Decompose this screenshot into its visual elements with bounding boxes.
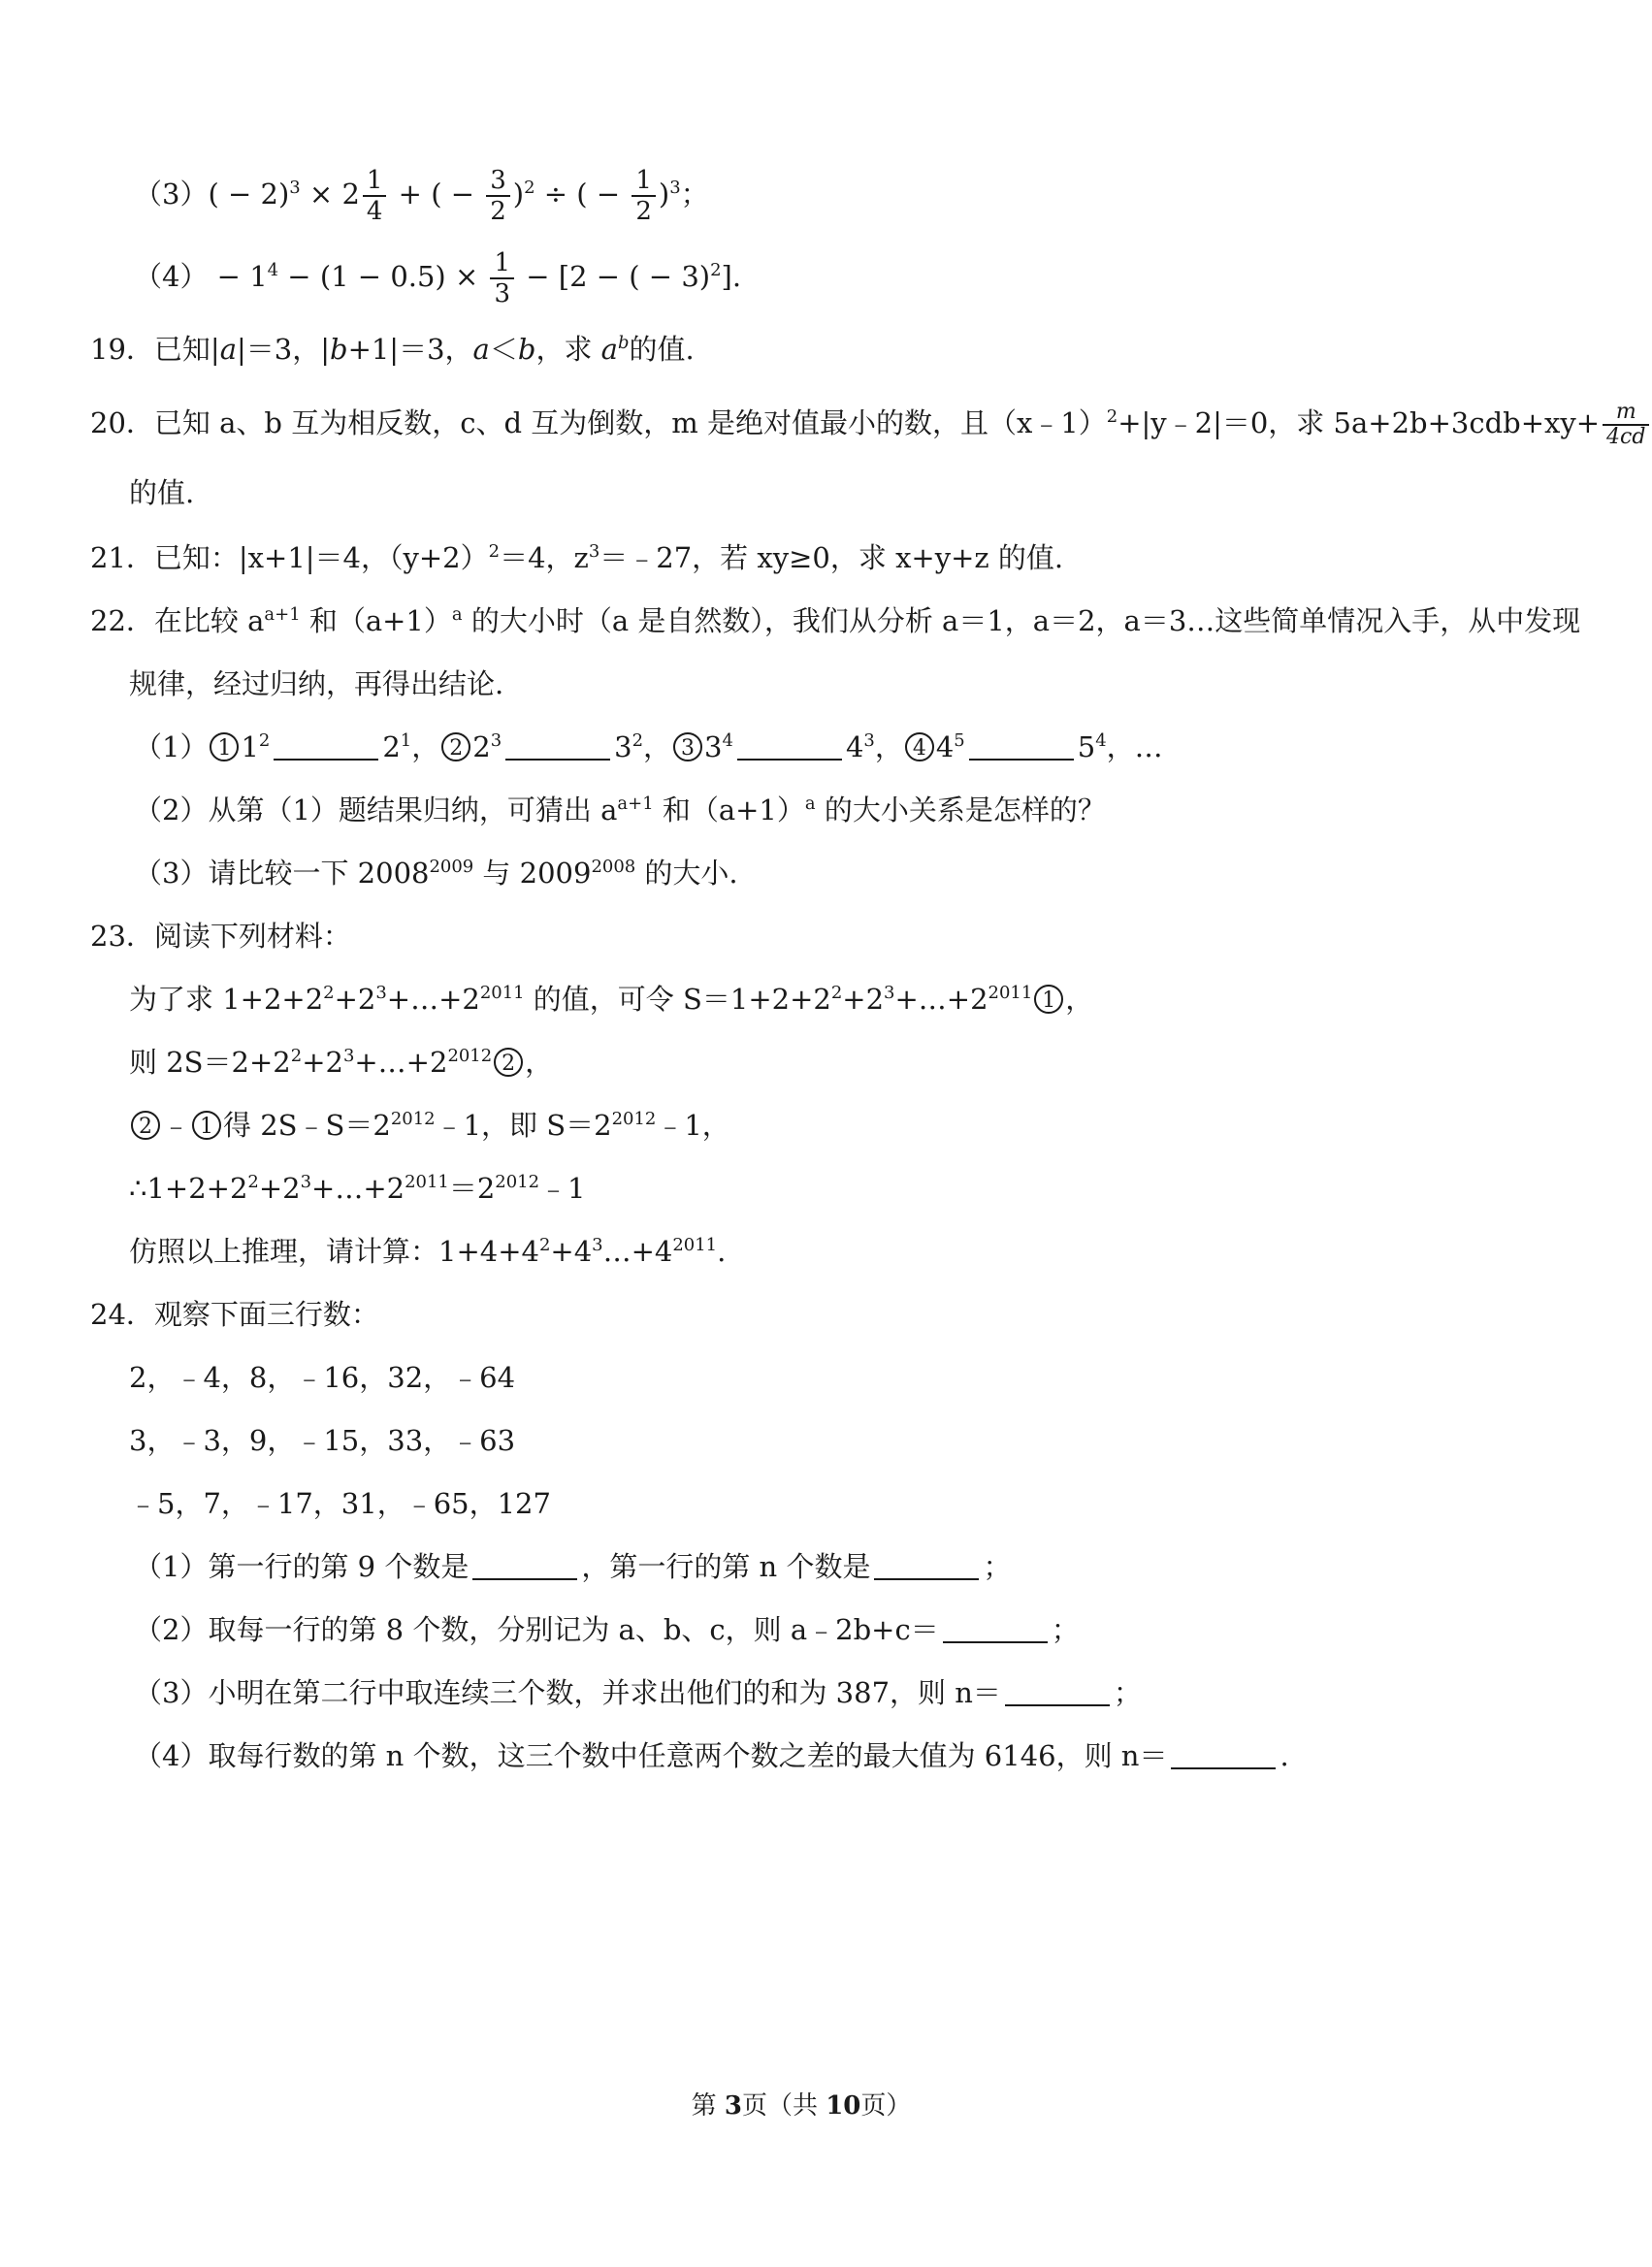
question-22: 22．在比较 $a^{a+1}$ 和$(a+1)^a$ 的大小时（a 是自然数），我们从分析 a＝1，a＝2，a＝3…这些简单情况入手，从中发现 [90, 603, 1581, 637]
answer-blank[interactable] [737, 729, 842, 761]
circled-number: 2 [131, 1111, 160, 1140]
answer-blank[interactable] [969, 729, 1074, 761]
circled-number: 4 [905, 732, 934, 761]
question-24-row1: 2，﹣4，8，﹣16，32，﹣64 [129, 1361, 516, 1394]
question-22-part2: （2）从第（1）题结果归纳，可猜出 $a^{a+1}$ 和$(a+1)^a$ 的大小关系是怎样的？ [134, 793, 1106, 826]
question-22-part3: （3）请比较一下 $2008^{2009}$ 与 $2009^{2008}$ 的大小. [134, 856, 738, 890]
question-24-row2: 3，﹣3，9，﹣15，33，﹣63 [129, 1424, 516, 1457]
answer-blank[interactable] [274, 729, 378, 761]
fraction: $\frac{1}{4}$ [363, 166, 387, 226]
question-23-line5: 仿照以上推理，请计算：$1+4+4^2+4^3\dots+4^{2011}$. [129, 1234, 727, 1268]
answer-blank[interactable] [1005, 1675, 1110, 1706]
question-23: 23．阅读下列材料： [90, 920, 351, 953]
question-24-row3: ﹣5，7，﹣17，31，﹣65，127 [129, 1487, 551, 1520]
circled-number: 2 [494, 1048, 523, 1077]
question-24-part1: （1）第一行的第 9 个数是 ，第一行的第 n 个数是 ； [134, 1550, 1012, 1583]
fraction: $\frac{1}{2}$ [632, 166, 656, 226]
q18-part4: $(4) - 1^4 - (1 - 0.5)$ × $\frac{1}{3}$ − [2 − ( − 3)$^2$]. [134, 248, 742, 308]
question-24-part2: （2）取每一行的第 8 个数，分别记为 a、b、c，则 a﹣2b+c＝ ； [134, 1613, 1080, 1646]
question-23-line1: 为了求 $1+2+2^2+2^3+\dots+2^{2011}$ 的值，可令 $S=1+2+2^2+2^3+\dots+2^{2011}$ 1 ， [129, 982, 1094, 1016]
fraction: $\frac{3}{2}$ [486, 166, 510, 226]
circled-number: 1 [192, 1111, 221, 1140]
answer-blank[interactable] [874, 1549, 979, 1580]
question-22-line2: 规律，经过归纳，再得出结论. [129, 667, 504, 700]
answer-blank[interactable] [472, 1549, 577, 1580]
q18-part3: $(3)( - 2)^3 \times 2$ $\frac{1}{4}$ + ( − $\frac{3}{2}$ )$^2$ ÷ ( − $\frac{1}{2}$ )$^3$； [134, 166, 709, 226]
question-22-part1: （1） 1 $1^2$ $2^1$， 2 $2^3$ $3^2$， 3 $3^4$ $4^3$， 4 $4^5$ $5^4$，… [134, 729, 1163, 763]
question-20: 20．已知 a、b 互为相反数，c、d 互为倒数，m 是绝对值最小的数，且（x﹣1）$^2$+|y﹣2|＝0，求 5a+2b+3cdb+xy+ $\frac{m}{4cd}$ [90, 398, 1652, 449]
answer-blank[interactable] [943, 1612, 1048, 1643]
question-23-line4: $\therefore 1+2+2^2+2^3+\dots+2^{2011}=2^{2012}﹣1$ [129, 1171, 586, 1205]
question-21: 21．已知：|x+1|＝4，$(y+2)^2=4$，$z^3=﹣27$，若 xy≥0，求 x+y+z 的值. [90, 540, 1064, 574]
circled-number: 1 [1034, 985, 1063, 1014]
page-footer: 第 3页（共 10页） [691, 2091, 912, 2121]
question-24-part4: （4）取每行数的第 n 个数，这三个数中任意两个数之差的最大值为 6146，则 n＝ . [134, 1739, 1289, 1772]
answer-blank[interactable] [1171, 1738, 1276, 1769]
question-24-part3: （3）小明在第二行中取连续三个数，并求出他们的和为 387，则 n＝ ； [134, 1676, 1142, 1709]
question-19: 19．已知|a|＝3，|b+1|＝3，a＜b，求 $a^b$的值. [90, 332, 695, 366]
circled-number: 2 [441, 732, 470, 761]
answer-blank[interactable] [505, 729, 610, 761]
question-23-line3: 2 ﹣ 1 得 $2S﹣S=2^{2012}﹣1$，即 $S=2^{2012}﹣1$， [129, 1106, 730, 1145]
circled-number: 1 [210, 732, 239, 761]
question-24: 24．观察下面三行数： [90, 1298, 379, 1331]
fraction: $\frac{1}{3}$ [490, 248, 514, 308]
fraction: $\frac{m}{4cd}$ [1603, 401, 1649, 449]
question-20-line2: 的值. [129, 476, 195, 509]
circled-number: 3 [673, 732, 702, 761]
question-23-line2: 则 $2S=2+2^2+2^3+\dots+2^{2012}$ 2 ， [129, 1045, 554, 1079]
